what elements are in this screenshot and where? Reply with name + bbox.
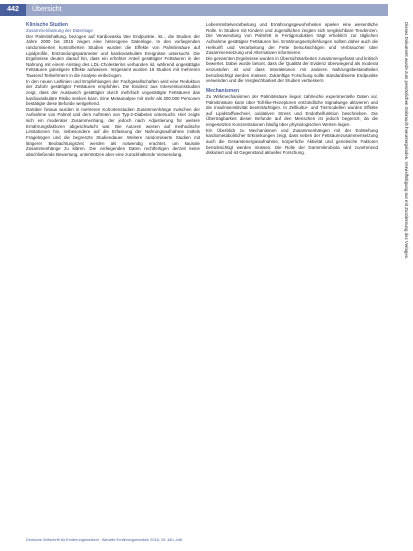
page-number: 442 [0, 4, 26, 16]
paragraph: Ein Überblick zu Mechanismen und Zusammenhängen mit der Entstehung kardiometabolischer Erkrankungen zeigt, dass neben der Fettsäurezusammensetzung auch die Gesamtenergieaufnahme, körperliche Aktivität und genetische Faktoren berücksichtigt werden müssen. Die Rolle der Darmmikrobiota wird zunehmend diskutiert und ist Gegenstand aktueller Forschung. [206, 127, 378, 156]
paragraph: Lebensmittelverarbeitung und Ernährungsgewohnheiten spielen eine wesentliche Rolle. In Studien mit Kindern und Jugendlichen zeigten sich vergleichbare Tendenzen. Die Verwendung von Palmfett in Fertigprodukten trägt erheblich zur täglichen Aufnahme gesättigter Fettsäuren bei. Ernährungsempfehlungen sollten daher auch die Herkunft und Verarbeitung der Fette berücksichtigen und Verbraucher über Zusammensetzung und Alternativen informieren. [206, 22, 378, 56]
footer-citation: Deutsche Zeitschrift für Ernährungsmedizin · Aktuelle Ernährungsmedizin 2018; 43: 440–448 [26, 538, 182, 542]
download-notice-text: Dieses Dokument wurde zum persönlichen Gebrauch heruntergeladen. Vervielfältigung nur mit Zustimmung des Verlages. [404, 22, 409, 260]
clinical-studies-heading: Klinische Studien [26, 22, 68, 28]
download-notice [385, 22, 409, 542]
paragraph: In den neuen Leitlinien und Empfehlungen der Fachgesellschaften wird eine Reduktion der Zufuhr gesättigter Fettsäuren empfohlen. Die Evidenz aus Interventionsstudien zeigt, dass der Austausch gesättigter durch mehrfach ungesättigte Fettsäuren das kardiovaskuläre Risiko senken kann. Eine Metaanalyse mit mehr als 200.000 Personen bestätigte diese Befunde weitgehend. [26, 78, 200, 107]
paragraph: Die genannten Ergebnisse wurden in Übersichtsarbeiten zusammengefasst und kritisch bewertet. Dabei wurde betont, dass die Qualität der Evidenz überwiegend als moderat einzustufen ist und dass Interaktionen mit anderen Nahrungsbestandteilen berücksichtigt werden müssen. Zukünftige Forschung sollte standardisierte Endpunkte verwenden und die Vergleichbarkeit der Studien verbessern. [206, 55, 378, 84]
section-label: Übersicht [32, 6, 62, 13]
paragraph: Zu Wirkmechanismen der Palmitinsäure liegen zahlreiche experimentelle Daten vor. Palmitinsäure kann über Toll-like-Rezeptoren entzündliche Signalwege aktivieren und die Insulinsensitivität beeinträchtigen. In Zellkultur- und Tiermodellen wurden Effekte auf Lipidstoffwechsel, oxidativen Stress und Endothelfunktion beschrieben. Die Übertragbarkeit dieser Befunde auf den Menschen ist jedoch begrenzt, da die eingesetzten Konzentrationen häufig über physiologischen Werten liegen. [206, 93, 378, 127]
summary-subheading: Zusammenfassung der Datenlage [26, 28, 93, 33]
paragraph: Der Palmitinhaltung, bezogen auf Kardiovasku läre Endpunkte, ist... die Studien der Jahre 2000 bis 2015 zeigen eine heterogene Datenlage. In den vorliegenden randomisierten kontrollierten Studien wurden die Effekte von Palmitinsäure auf Lipidprofile, Entzündungsparameter und kardiovaskuläre Ereignisse untersucht. Die Ergebnisse deuten darauf hin, dass ein erhöhter Anteil gesättigter Fettsäuren in der Nahrung mit einem Anstieg des LDL-Cholesterins verbunden ist, während ungesättigte Fettsäuren günstigere Effekte aufweisen. Insgesamt wurden 16 Studien mit mehreren Tausend Teilnehmern in die Analyse einbezogen. [26, 33, 200, 78]
right-column [206, 22, 378, 156]
left-column [26, 22, 200, 157]
running-header [0, 4, 388, 16]
paragraph: Darüber hinaus wurden in mehreren Kohortenstudien Zusammenhänge zwischen der Aufnahme von Palmöl und dem Auftreten von Typ-2-Diabetes untersucht. Hier zeigte sich ein moderater Zusammenhang, der jedoch nach Adjustierung für weitere Ernährungsfaktoren abgeschwächt war. Die Autoren weisen auf methodische Limitationen hin, insbesondere auf die Erfassung der Nahrungsaufnahme mittels Fragebögen und die begrenzte Studiendauer. Weitere randomisierte Studien mit längerer Beobachtungszeit werden als notwendig erachtet, um kausale Zusammenhänge zu klären. Die vorliegenden Daten rechtfertigen derzeit keine abschließende Bewertung, unterstützen aber eine zurückhaltende Verwendung. [26, 106, 200, 157]
mechanisms-heading: Mechanismen [206, 87, 240, 94]
